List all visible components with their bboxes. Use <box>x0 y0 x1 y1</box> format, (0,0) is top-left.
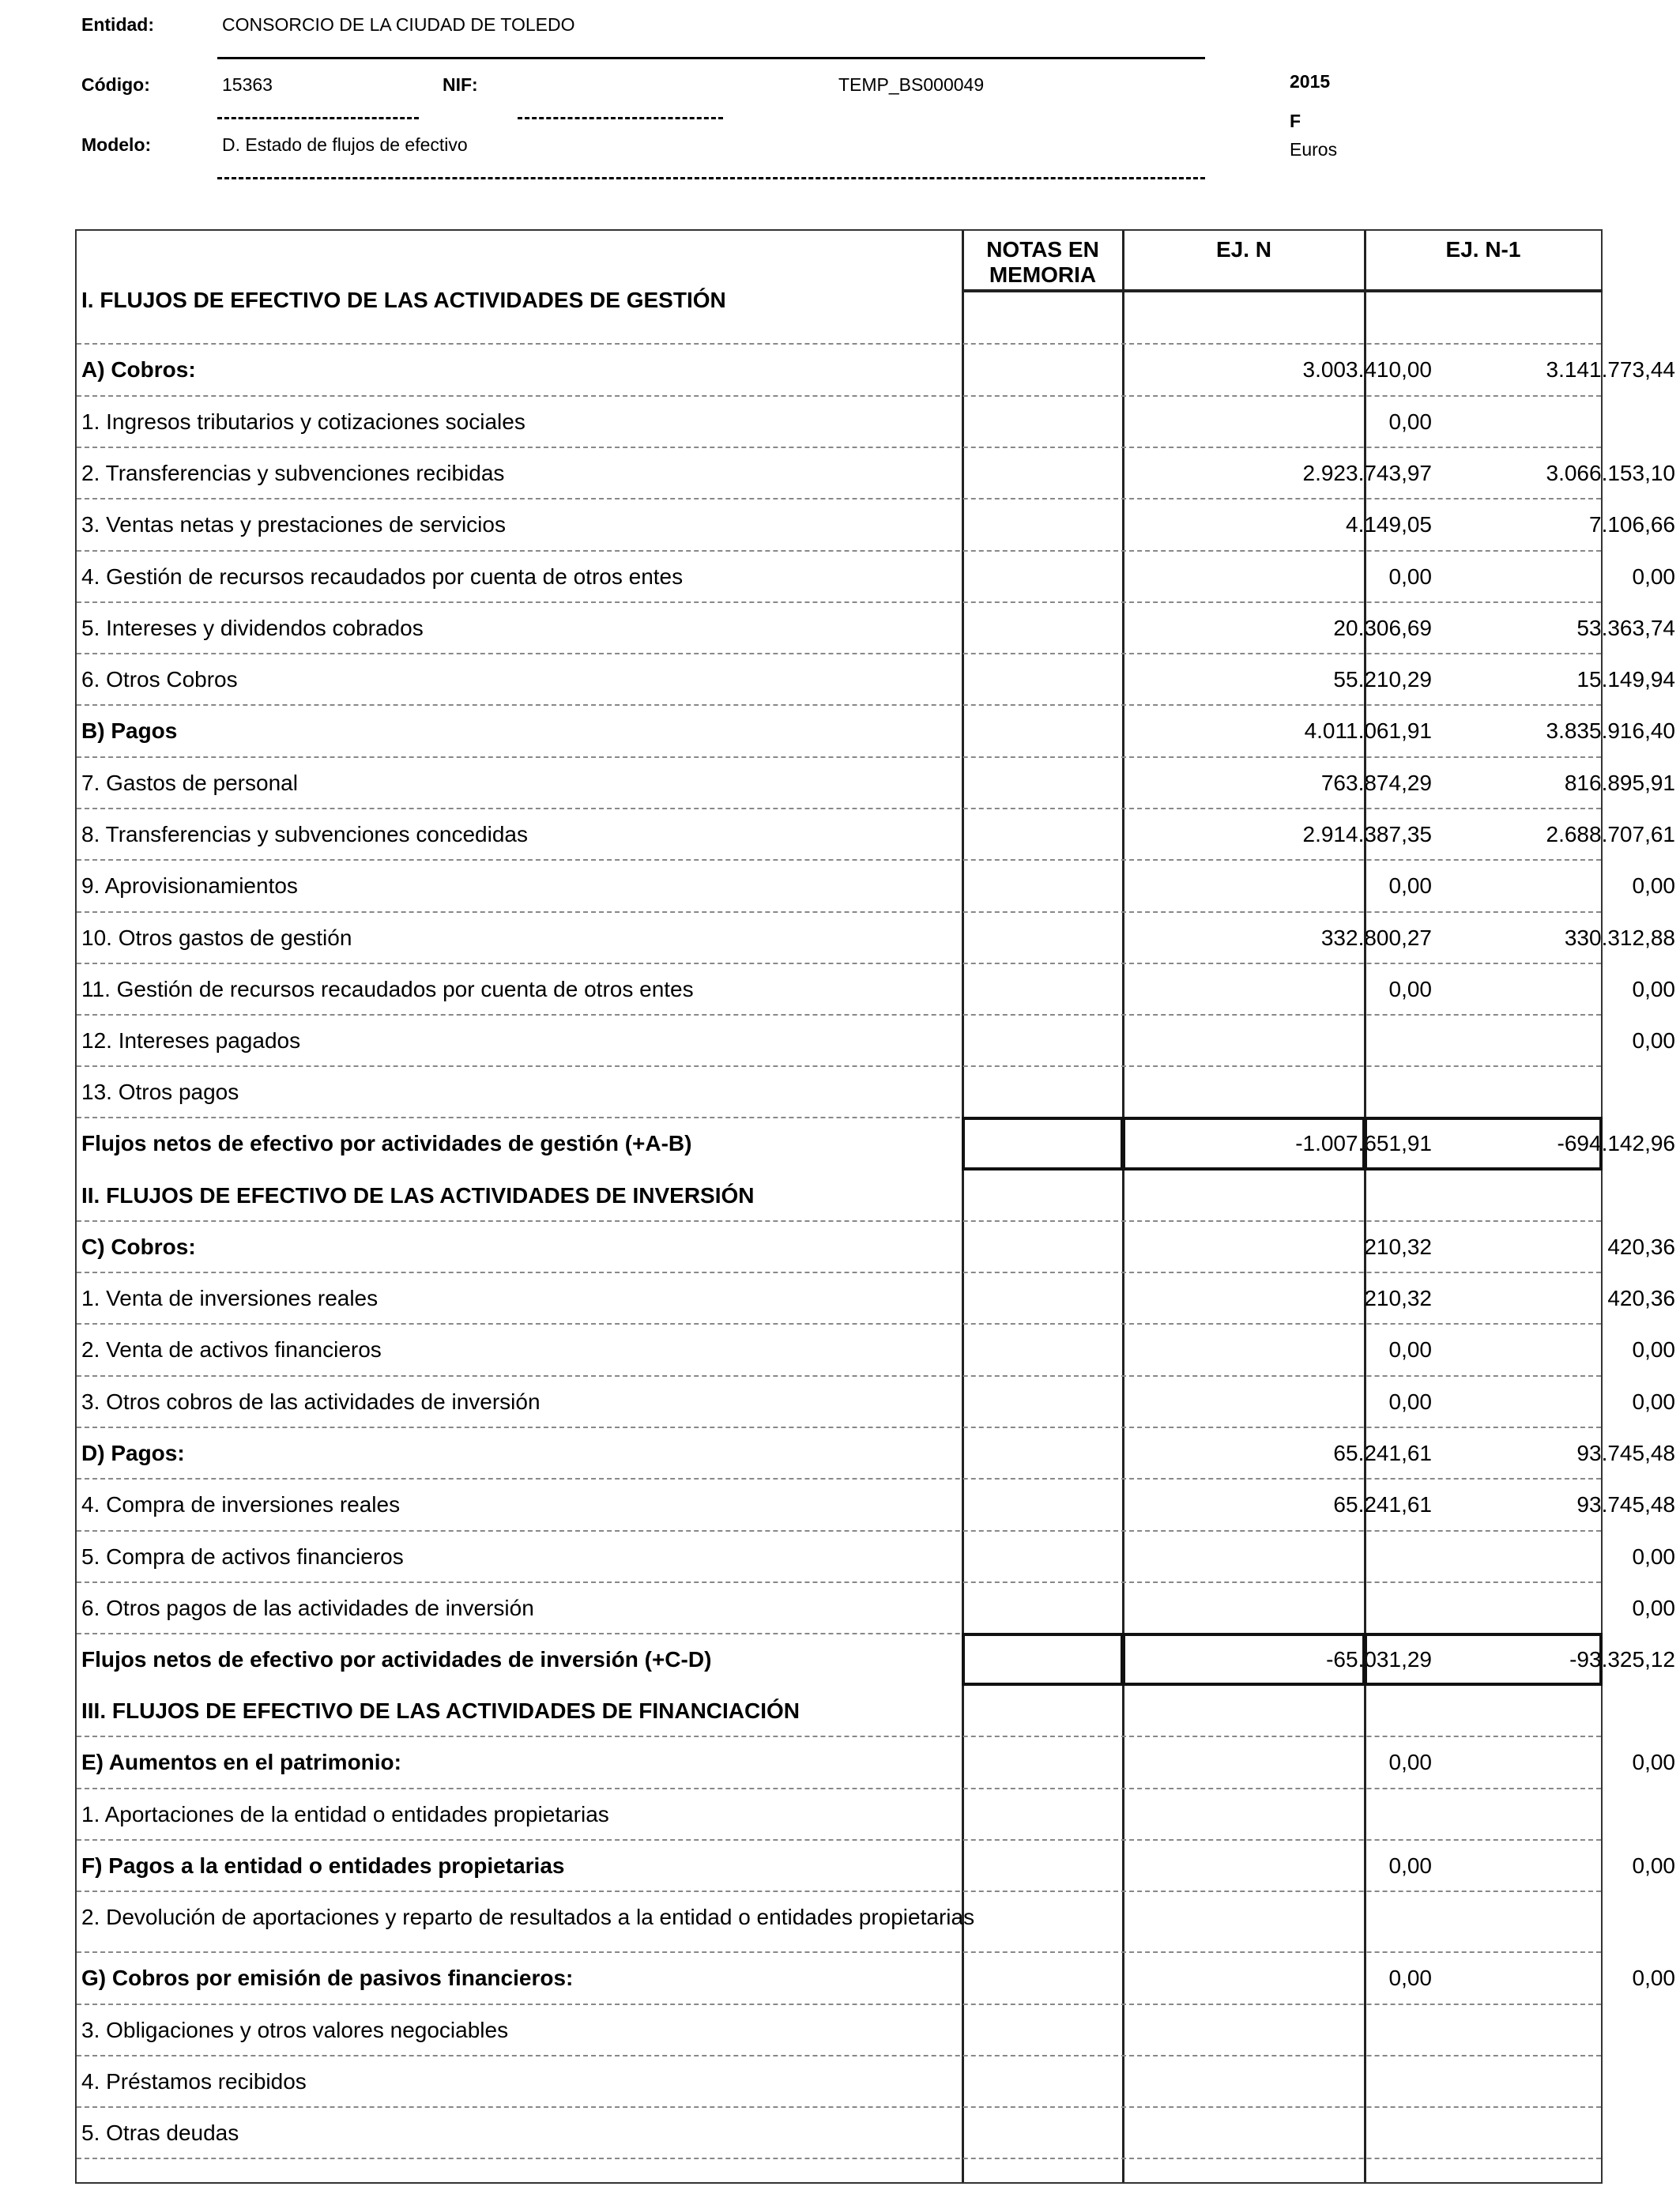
table-row <box>77 1789 1601 1841</box>
value-ej-n1: 0,00 <box>1632 564 1675 589</box>
value-ej-n: 0,00 <box>1388 564 1432 589</box>
table-row <box>77 913 1675 964</box>
value-ej-n: 3.003.410,00 <box>1302 357 1432 382</box>
codigo-label: Código: <box>81 74 150 95</box>
row-label: 5. Otras deudas <box>81 2120 239 2145</box>
value-ej-n1 <box>1362 1892 1675 1905</box>
value-ej-n1: 0,00 <box>1632 1389 1675 1414</box>
value-ej-n: 2.914.387,35 <box>1302 822 1432 846</box>
table-row <box>77 1428 1675 1480</box>
row-label: 2. Transferencias y subvenciones recibidas <box>81 461 505 485</box>
value-ej-n1: -694.142,96 <box>1557 1131 1675 1155</box>
value-ej-n1 <box>1362 2005 1675 2018</box>
row-label: 2. Venta de activos financieros <box>81 1337 382 1362</box>
table-row <box>77 1953 1675 2005</box>
table-row <box>77 1634 1675 1686</box>
value-ej-n: 332.800,27 <box>1320 925 1432 950</box>
row-label: 7. Gastos de personal <box>81 771 298 795</box>
entidad-value: CONSORCIO DE LA CIUDAD DE TOLEDO <box>222 14 575 35</box>
value-ej-n1: 0,00 <box>1632 1028 1675 1053</box>
table-row <box>77 1583 1675 1634</box>
table-row <box>77 448 1675 499</box>
value-ej-n: 210,32 <box>1364 1286 1432 1310</box>
row-label: 3. Otros cobros de las actividades de inversión <box>81 1389 541 1414</box>
value-ej-n: 0,00 <box>1388 1853 1432 1878</box>
row-label: 3. Ventas netas y prestaciones de servicios <box>81 512 506 537</box>
value-ej-n: 0,00 <box>1388 977 1432 1001</box>
codigo-underline <box>217 117 419 119</box>
value-ej-n: -65.031,29 <box>1326 1647 1432 1672</box>
row-label: 1. Aportaciones de la entidad o entidades propietarias <box>81 1802 609 1826</box>
row-label: 4. Préstamos recibidos <box>81 2069 307 2094</box>
value-ej-n: 2.923.743,97 <box>1302 461 1432 485</box>
value-ej-n: 20.306,69 <box>1333 616 1432 640</box>
row-label: Flujos netos de efectivo por actividades de inversión (+C-D) <box>81 1647 712 1672</box>
table-row <box>77 275 1601 345</box>
table-row <box>77 1016 1675 1067</box>
column-header-ej-n: EJ. N <box>1122 231 1365 292</box>
value-ej-n1: 816.895,91 <box>1564 771 1675 795</box>
table-row <box>77 552 1675 603</box>
value-ej-n: 4.011.061,91 <box>1304 718 1432 743</box>
value-ej-n1 <box>1362 2108 1675 2120</box>
f-mark: F <box>1290 111 1301 131</box>
notas-box <box>962 1633 1124 1686</box>
value-ej-n: 65.241,61 <box>1333 1492 1432 1517</box>
table-row <box>77 1532 1675 1583</box>
value-ej-n: 55.210,29 <box>1333 667 1432 692</box>
row-label: B) Pagos <box>81 718 178 743</box>
value-ej-n1: 3.066.153,10 <box>1546 461 1675 485</box>
value-ej-n1 <box>1362 275 1675 288</box>
table-row <box>77 1067 1601 1118</box>
value-ej-n: 0,00 <box>1388 1966 1432 1990</box>
row-label: 1. Venta de inversiones reales <box>81 1286 379 1310</box>
table-row <box>77 2005 1601 2056</box>
table-row <box>77 706 1675 758</box>
row-label: 5. Compra de activos financieros <box>81 1544 404 1569</box>
value-ej-n1: 53.363,74 <box>1576 616 1675 640</box>
currency: Euros <box>1290 139 1338 160</box>
table-row <box>77 1377 1675 1428</box>
ej-n-box <box>1122 1117 1365 1171</box>
value-ej-n1: -93.325,12 <box>1569 1647 1675 1672</box>
table-row <box>77 1118 1675 1171</box>
value-ej-n1: 0,00 <box>1632 1853 1675 1878</box>
row-label: D) Pagos: <box>81 1441 185 1465</box>
row-label: 12. Intereses pagados <box>81 1028 301 1053</box>
ej-n1-box <box>1364 1117 1603 1171</box>
row-label: 3. Obligaciones y otros valores negociables <box>81 2018 509 2042</box>
value-ej-n: 763.874,29 <box>1320 771 1432 795</box>
row-label: 6. Otros pagos de las actividades de inversión <box>81 1596 534 1620</box>
table-row <box>77 1686 1601 1737</box>
row-label: 13. Otros pagos <box>81 1080 239 1104</box>
table-row <box>77 1841 1675 1892</box>
table-row <box>77 861 1675 913</box>
cash-flow-table <box>75 229 1675 2184</box>
table-row <box>77 1892 1601 1953</box>
value-ej-n1 <box>1362 1789 1675 1802</box>
modelo-underline <box>217 177 1205 179</box>
row-label: 4. Gestión de recursos recaudados por cuenta de otros entes <box>81 564 684 589</box>
row-label: 9. Aprovisionamientos <box>81 873 298 898</box>
value-ej-n: 210,32 <box>1364 1235 1432 1259</box>
value-ej-n1: 330.312,88 <box>1564 925 1675 950</box>
value-ej-n1: 2.688.707,61 <box>1546 822 1675 846</box>
row-label: 1. Ingresos tributarios y cotizaciones sociales <box>81 409 525 434</box>
value-ej-n1: 93.745,48 <box>1576 1492 1675 1517</box>
value-ej-n1 <box>1362 2056 1675 2069</box>
year: 2015 <box>1290 71 1331 92</box>
notas-box <box>962 1117 1124 1171</box>
table-row <box>77 964 1675 1016</box>
value-ej-n1 <box>1362 397 1675 409</box>
value-ej-n1 <box>1362 1067 1675 1080</box>
row-label: E) Aumentos en el patrimonio: <box>81 1750 401 1774</box>
table-row <box>77 603 1675 654</box>
table-row <box>77 758 1675 809</box>
value-ej-n: 0,00 <box>1388 1389 1432 1414</box>
row-label: 10. Otros gastos de gestión <box>81 925 352 950</box>
column-header-ej-n1: EJ. N-1 <box>1364 231 1603 292</box>
row-label: Flujos netos de efectivo por actividades de gestión (+A-B) <box>81 1131 692 1155</box>
table-row <box>77 654 1675 706</box>
value-ej-n1: 3.141.773,44 <box>1546 357 1675 382</box>
table-row <box>77 2056 1601 2108</box>
value-ej-n1: 93.745,48 <box>1576 1441 1675 1465</box>
nif-label: NIF: <box>443 74 478 95</box>
table-row <box>77 1737 1675 1789</box>
table-row <box>77 1480 1675 1532</box>
table-row <box>77 1222 1675 1273</box>
value-ej-n1: 420,36 <box>1607 1235 1675 1259</box>
table-row <box>77 345 1675 397</box>
value-ej-n: 0,00 <box>1388 1337 1432 1362</box>
row-label: C) Cobros: <box>81 1235 196 1259</box>
value-ej-n1: 0,00 <box>1632 1337 1675 1362</box>
value-ej-n1: 420,36 <box>1607 1286 1675 1310</box>
value-ej-n: 0,00 <box>1388 1750 1432 1774</box>
codigo-value: 15363 <box>222 74 273 95</box>
value-ej-n1: 0,00 <box>1632 1596 1675 1620</box>
value-ej-n1: 3.835.916,40 <box>1546 718 1675 743</box>
column-header-notas: NOTAS EN MEMORIA <box>962 231 1124 292</box>
row-label: 11. Gestión de recursos recaudados por cuenta de otros entes <box>81 977 694 1001</box>
row-label: A) Cobros: <box>81 357 196 382</box>
row-label: 2. Devolución de aportaciones y reparto de resultados a la entidad o entidades propietarias <box>81 1905 975 1929</box>
value-ej-n1: 7.106,66 <box>1589 512 1675 537</box>
value-ej-n: 0,00 <box>1388 409 1432 434</box>
value-ej-n1: 0,00 <box>1632 1544 1675 1569</box>
table-row <box>77 1325 1675 1377</box>
value-ej-n1: 0,00 <box>1632 1966 1675 1990</box>
value-ej-n1: 0,00 <box>1632 977 1675 1001</box>
row-label: I. FLUJOS DE EFECTIVO DE LAS ACTIVIDADES DE GESTIÓN <box>81 288 726 312</box>
row-label: III. FLUJOS DE EFECTIVO DE LAS ACTIVIDADES DE FINANCIACIÓN <box>81 1698 800 1723</box>
value-ej-n: -1.007.651,91 <box>1295 1131 1432 1155</box>
table-row <box>77 397 1601 448</box>
value-ej-n1: 15.149,94 <box>1576 667 1675 692</box>
row-label: 8. Transferencias y subvenciones concedidas <box>81 822 528 846</box>
row-label: 4. Compra de inversiones reales <box>81 1492 401 1517</box>
table-row <box>77 2108 1601 2159</box>
nif-underline <box>518 117 723 119</box>
ej-n-box <box>1122 1633 1365 1686</box>
modelo-label: Modelo: <box>81 134 152 155</box>
row-label: 5. Intereses y dividendos cobrados <box>81 616 424 640</box>
entidad-label: Entidad: <box>81 14 154 35</box>
value-ej-n: 0,00 <box>1388 873 1432 898</box>
nif-value: TEMP_BS000049 <box>838 74 985 95</box>
table-row <box>77 499 1675 552</box>
ej-n1-box <box>1364 1633 1603 1686</box>
value-ej-n1 <box>1362 1171 1675 1183</box>
value-ej-n1: 0,00 <box>1632 1750 1675 1774</box>
value-ej-n: 4.149,05 <box>1346 512 1432 537</box>
modelo-value: D. Estado de flujos de efectivo <box>222 134 468 155</box>
row-label: G) Cobros por emisión de pasivos financieros: <box>81 1966 574 1990</box>
row-label: II. FLUJOS DE EFECTIVO DE LAS ACTIVIDADES DE INVERSIÓN <box>81 1183 755 1208</box>
table-row <box>77 1273 1675 1325</box>
table-row <box>77 809 1675 861</box>
row-label: F) Pagos a la entidad o entidades propietarias <box>81 1853 565 1878</box>
value-ej-n1: 0,00 <box>1632 873 1675 898</box>
row-label: 6. Otros Cobros <box>81 667 238 692</box>
entidad-underline <box>217 57 1205 59</box>
value-ej-n1 <box>1362 1686 1675 1698</box>
table-row <box>77 1171 1601 1222</box>
value-ej-n: 65.241,61 <box>1333 1441 1432 1465</box>
